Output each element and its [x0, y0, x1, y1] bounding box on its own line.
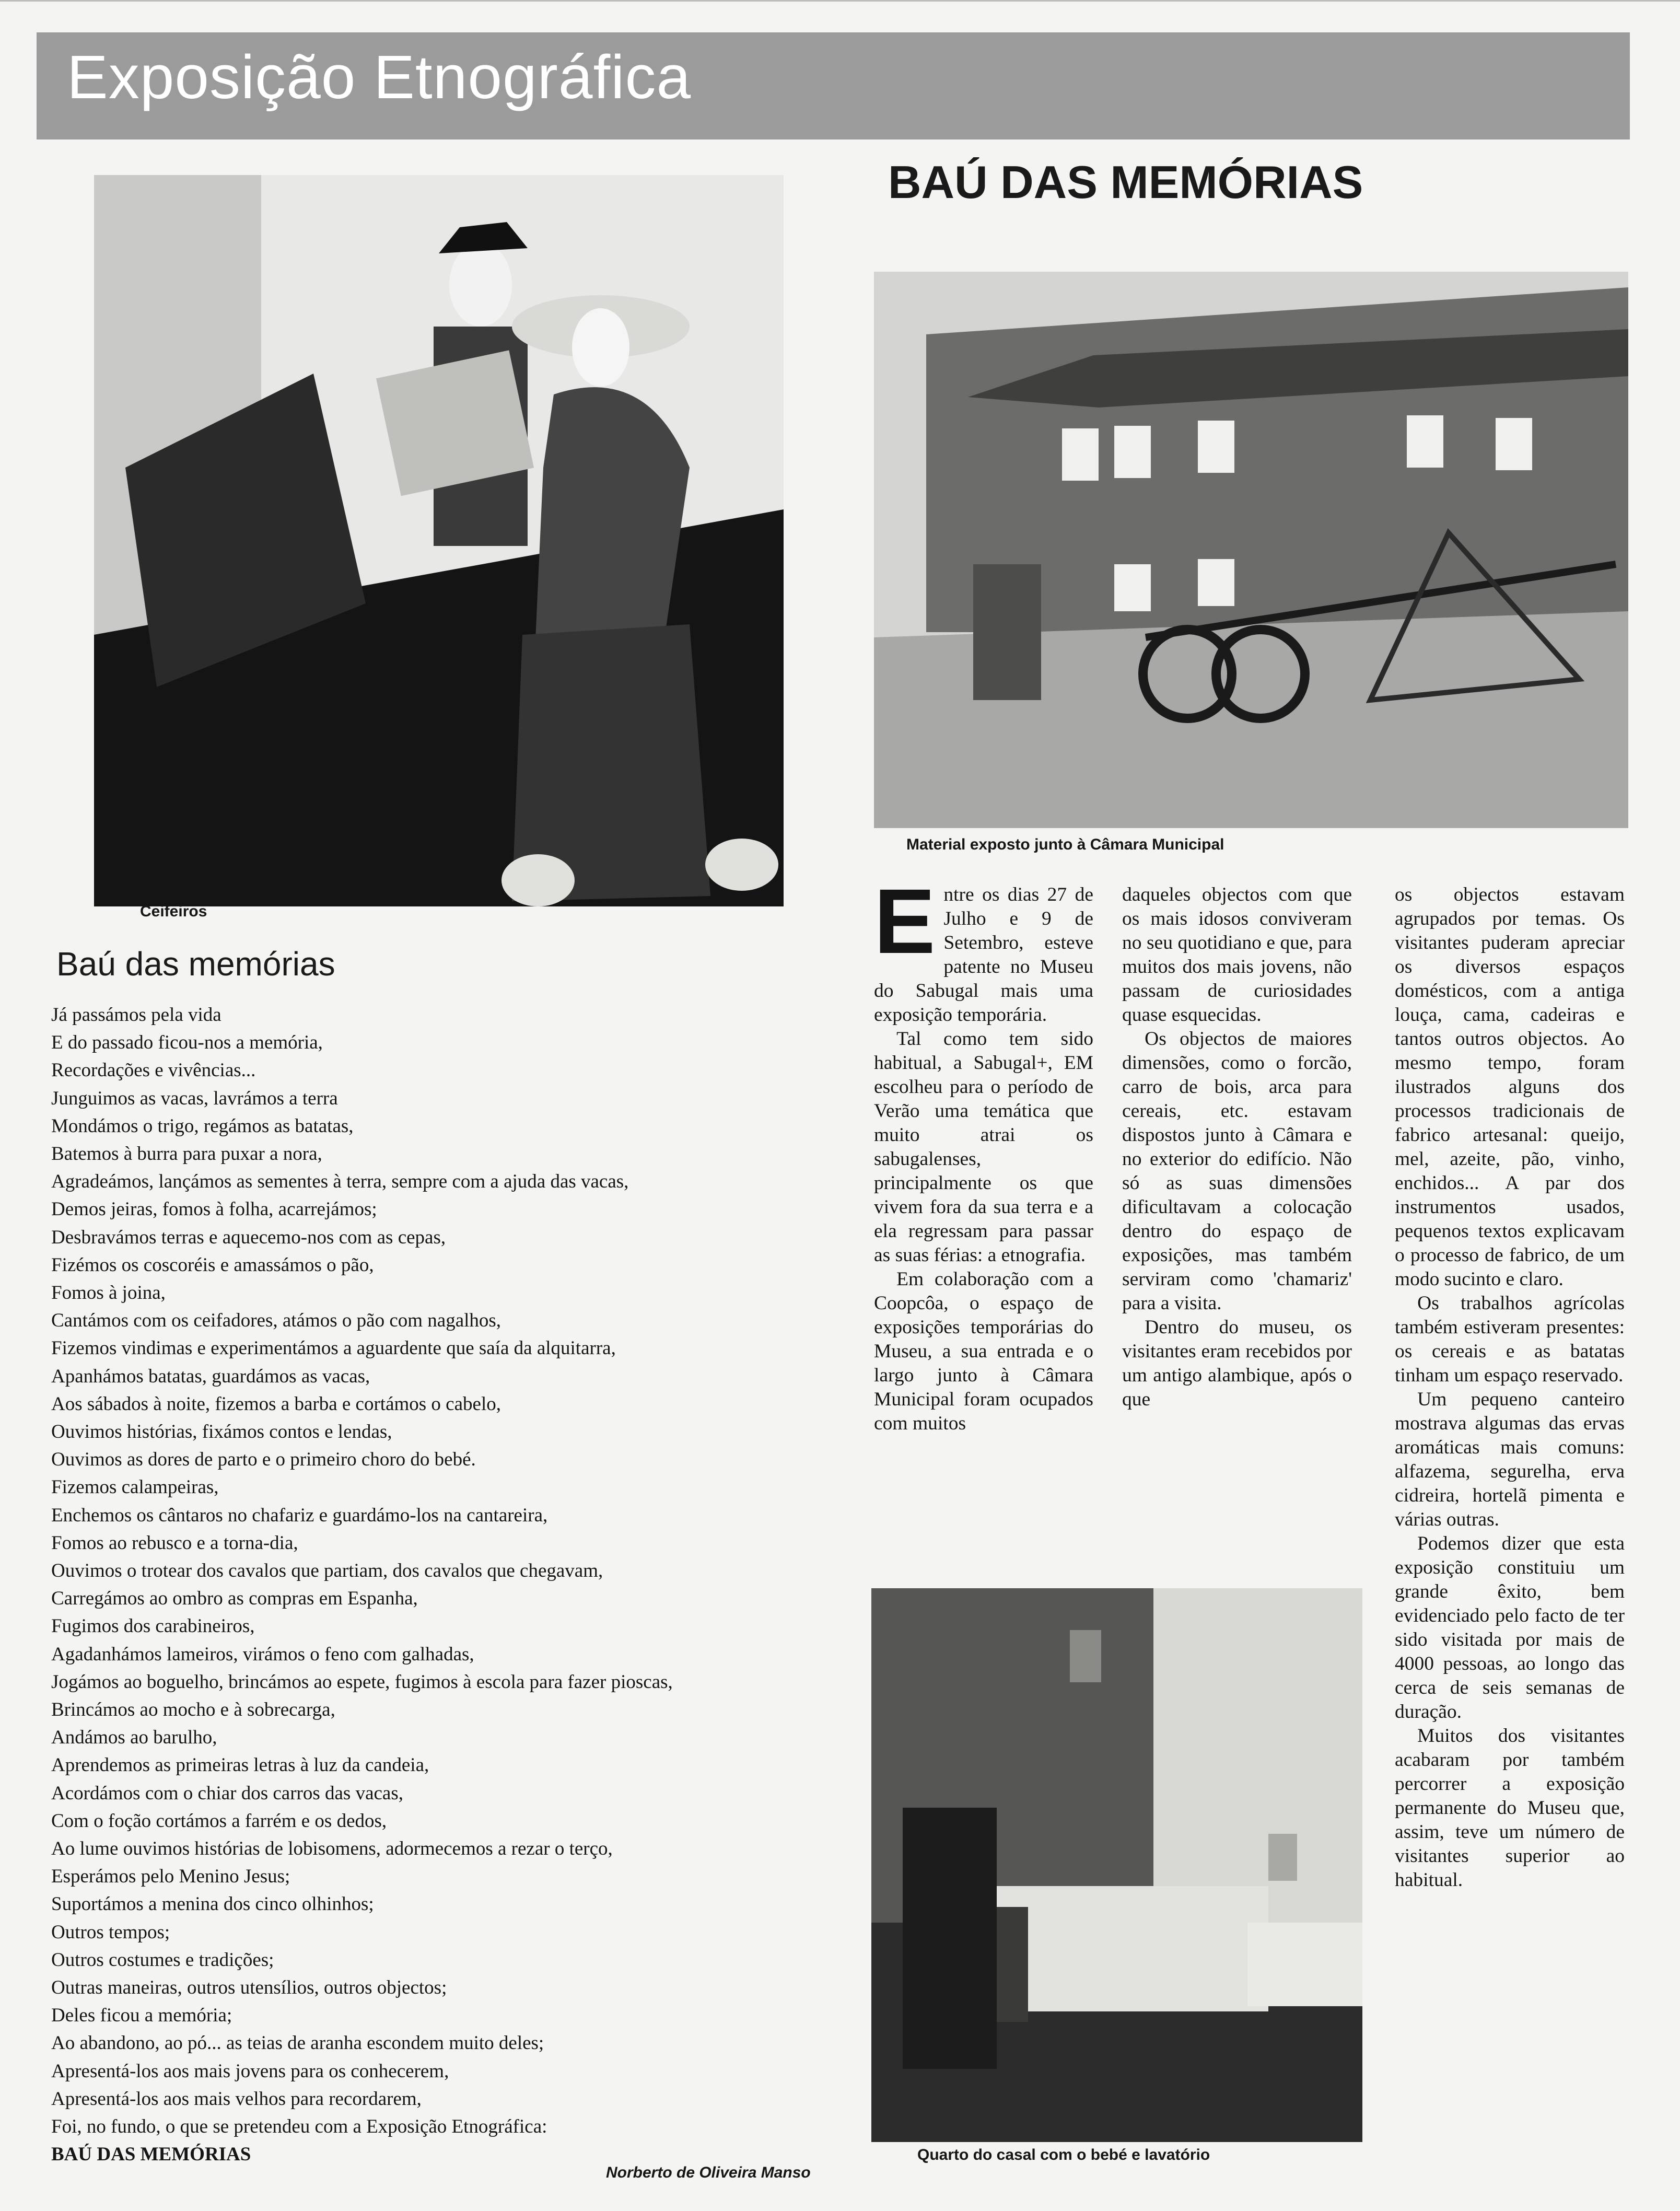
article-paragraph: Podemos dizer que esta exposição constituiu um grande êxito, bem evidenciado pelo facto de ter sido visitada por mais de 4000 pessoas, ao longo das cerca de seis semanas de duração. [1395, 1533, 1625, 1723]
poem-line: Fomos à joina, [51, 1282, 166, 1304]
poem-line: Andámos ao barulho, [51, 1727, 217, 1749]
article-paragraph: daqueles objectos com que os mais idosos conviveram no seu quotidiano e que, para muitos dos mais jovens, não passam de curiosidades quase esquecidas. [1122, 884, 1352, 1026]
poem-line: Aprendemos as primeiras letras à luz da candeia, [51, 1754, 429, 1776]
poem-line: Enchemos os cântaros no chafariz e guardámo-los na cantareira, [51, 1504, 548, 1526]
article-paragraph: os objectos estavam agrupados por temas. Os visitantes puderam apreciar os diversos espaços domésticos, com a antiga louça, cama, cadeiras e tantos outros objectos. Ao mesmo tempo, foram ilustrados alguns dos processos tradicionais de fabrico artesanal: queijo, mel, azeite, pão, vinho, enchidos... A par dos instrumentos usados, pequenos textos explicavam o processo de fabrico, de um modo sucinto e claro. [1395, 884, 1625, 1290]
poem-line: E do passado ficou-nos a memória, [51, 1032, 323, 1054]
poem-line: Com o foção cortámos a farrém e os dedos, [51, 1810, 387, 1832]
poem-line: Esperámos pelo Menino Jesus; [51, 1866, 290, 1888]
poem-line: Carregámos ao ombro as compras em Espanha, [51, 1588, 418, 1610]
poem-line: Agadanhámos lameiros, virámos o feno com galhadas, [51, 1643, 474, 1665]
poem-line: Ao lume ouvimos histórias de lobisomens, adormecemos a rezar o terço, [51, 1838, 613, 1859]
article-paragraph: ntre os dias 27 de Julho e 9 de Setembro, esteve patente no Museu do Sabugal mais uma exposição temporária. [874, 884, 1093, 1026]
poem-line: Agradeámos, lançámos as sementes à terra, sempre com a ajuda das vacas, [51, 1171, 629, 1193]
poem-author: Norberto de Oliveira Manso [606, 2164, 811, 2181]
poem-line: Ao abandono, ao pó... as teias de aranha escondem muito deles; [51, 2032, 544, 2054]
poem-line: Foi, no fundo, o que se pretendeu com a Exposição Etnográfica: [51, 2116, 547, 2137]
article-column-3 [1395, 883, 1625, 1892]
poem-line: Mondámos o trigo, regámos as batatas, [51, 1115, 354, 1137]
article-headline: BAÚ DAS MEMÓRIAS [888, 156, 1363, 208]
poem-line: Apresentá-los aos mais velhos para recordarem, [51, 2088, 422, 2110]
poem-line: Outras maneiras, outros utensílios, outros objectos; [51, 1977, 447, 1998]
poem-line: Acordámos com o chiar dos carros das vacas, [51, 1782, 403, 1804]
article-paragraph: Um pequeno canteiro mostrava algumas das ervas aromáticas mais comuns: alfazema, segurelha, erva cidreira, hortelã pimenta e várias outras. [1395, 1389, 1625, 1530]
section-banner [37, 32, 1630, 139]
drop-cap: E [874, 870, 936, 973]
poem-line: Desbravámos terras e aquecemo-nos com as cepas, [51, 1226, 446, 1248]
poem-title: Baú das memórias [56, 945, 335, 983]
article-column-1 [874, 870, 1093, 1436]
article-paragraph: Tal como tem sido habitual, a Sabugal+, EM escolheu para o período de Verão uma temática que muito atrai os sabugalenses, principalmente os que vivem fora da sua terra e a ela regressam para passar as suas férias: a etnografia. [874, 1028, 1093, 1266]
poem-line: Cantámos com os ceifadores, atámos o pão com nagalhos, [51, 1310, 501, 1332]
article-paragraph: Dentro do museu, os visitantes eram recebidos por um antigo alambique, após o que [1122, 1317, 1352, 1410]
poem-line: Apresentá-los aos mais jovens para os conhecerem, [51, 2060, 449, 2082]
top-edge-mark [0, 0, 1680, 2]
poem-line: Jogámos ao boguelho, brincámos ao espete, fugimos à escola para fazer pioscas, [51, 1671, 673, 1693]
caption-quarto: Quarto do casal com o bebé e lavatório [917, 2146, 1210, 2163]
poem-line: Ouvimos as dores de parto e o primeiro choro do bebé. [51, 1449, 476, 1471]
article-paragraph: Em colaboração com a Coopcôa, o espaço de exposições temporárias do Museu, a sua entrada e o largo junto à Câmara Municipal foram ocupados com muitos [874, 1269, 1093, 1434]
poem-line: Outros costumes e tradições; [51, 1949, 274, 1971]
poem-line: Fizemos vindimas e experimentámos a aguardente que saía da alquitarra, [51, 1337, 616, 1359]
article-paragraph: Os trabalhos agrícolas também estiveram presentes: os cereais e as batatas tinham um espaço reservado. [1395, 1293, 1625, 1386]
poem-line: Deles ficou a memória; [51, 2005, 232, 2027]
poem-line: Demos jeiras, fomos à folha, acarrejámos; [51, 1198, 377, 1220]
photo-material-exposto [874, 272, 1628, 828]
caption-ceifeiros: Ceifeiros [140, 903, 207, 920]
poem-line: Ouvimos histórias, fixámos contos e lendas, [51, 1421, 392, 1442]
poem-line: Outros tempos; [51, 1921, 170, 1943]
poem-line: Fizémos os coscoréis e amassámos o pão, [51, 1254, 374, 1276]
poem-line: Aos sábados à noite, fizemos a barba e cortámos o cabelo, [51, 1393, 501, 1415]
poem-line: Fizemos calampeiras, [51, 1476, 219, 1498]
poem-line: Apanhámos batatas, guardámos as vacas, [51, 1365, 370, 1387]
poem-line: Recordações e vivências... [51, 1060, 256, 1081]
poem-line: Brincámos ao mocho e à sobrecarga, [51, 1699, 335, 1720]
article-column-2 [1122, 883, 1352, 1412]
photo-quarto [871, 1588, 1362, 2142]
section-title: Exposição Etnográfica [67, 43, 692, 112]
poem-line: BAÚ DAS MEMÓRIAS [51, 2144, 251, 2166]
poem-line: Batemos à burra para puxar a nora, [51, 1143, 322, 1165]
poem-line: Junguimos as vacas, lavrámos a terra [51, 1087, 338, 1109]
article-paragraph: Os objectos de maiores dimensões, como o forcão, carro de bois, arca para cereais, etc. estavam dispostos junto à Câmara e no exterior do edifício. Não só as suas dimensões dificultavam a colocação dentro do espaço de exposições, mas também serviram como 'chamariz' para a visita. [1122, 1028, 1352, 1314]
photo-ceifeiros [94, 175, 784, 906]
poem-line: Fugimos dos carabineiros, [51, 1615, 255, 1637]
poem-line: Ouvimos o trotear dos cavalos que partiam, dos cavalos que chegavam, [51, 1560, 603, 1581]
poem-line: Fomos ao rebusco e a torna-dia, [51, 1532, 298, 1554]
article-paragraph: Muitos dos visitantes acabaram por também percorrer a exposição permanente do Museu que, assim, teve um número de visitantes superior ao habitual. [1395, 1725, 1625, 1891]
caption-material: Material exposto junto à Câmara Municipal [906, 836, 1224, 853]
poem-line: Suportámos a menina dos cinco olhinhos; [51, 1893, 374, 1915]
poem-line: Já passámos pela vida [51, 1004, 221, 1026]
